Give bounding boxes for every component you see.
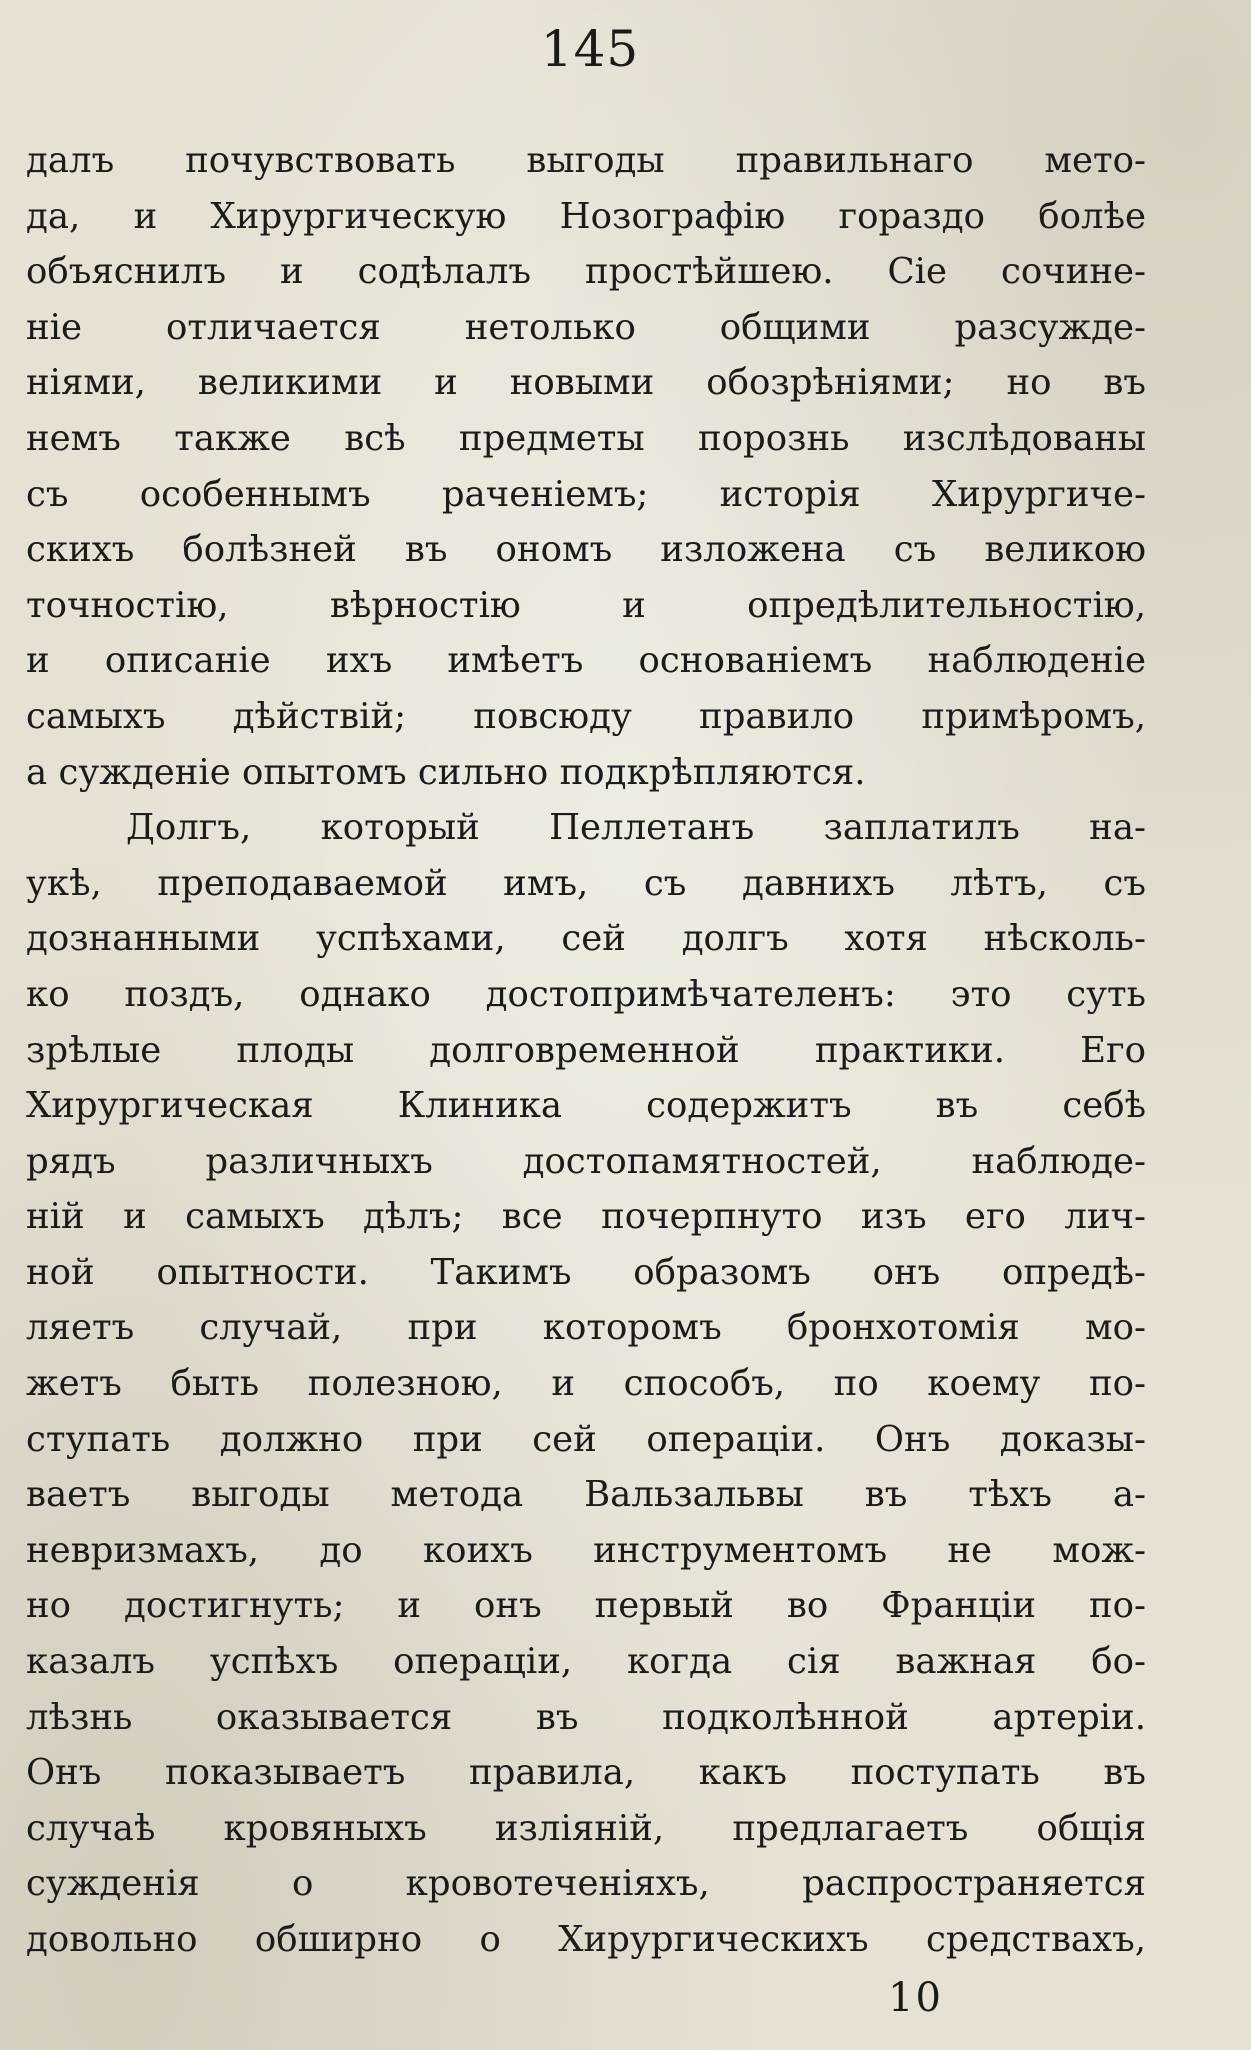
text-line: ко поздъ, однако достопримѣчателенъ: это суть (26, 973, 1146, 1015)
text-line: точностію, вѣрностію и опредѣлительностію, (26, 584, 1146, 626)
text-line: ляетъ случай, при которомъ бронхотомія мо- (26, 1307, 1146, 1349)
text-line: и описаніе ихъ имѣетъ основаніемъ наблюденіе (26, 640, 1146, 682)
text-line: самыхъ дѣйствій; повсюду правило примѣромъ, (26, 695, 1146, 737)
text-line: ній и самыхъ дѣлъ; все почерпнуто изъ его лич- (26, 1196, 1146, 1238)
text-line: ніе отличается нетолько общими разсужде- (26, 306, 1146, 348)
text-line: но достигнуть; и онъ первый во Франціи по- (26, 1585, 1146, 1627)
text-line: немъ также всѣ предметы порознь изслѣдованы (26, 417, 1146, 459)
text-line: жетъ быть полезною, и способъ, по коему по- (26, 1363, 1146, 1405)
paragraph-end-line: а сужденіе опытомъ сильно подкрѣпляются. (26, 751, 866, 793)
text-line: укѣ, преподаваемой имъ, съ давнихъ лѣтъ, съ (26, 862, 1146, 904)
paragraph-start-line: Долгъ, который Пеллетанъ заплатилъ на- (126, 807, 1146, 849)
text-line: да, и Хирургическую Нозографію гораздо болѣе (26, 195, 1146, 237)
text-line: сужденія о кровотеченіяхъ, распространяется (26, 1863, 1146, 1905)
text-line: рядъ различныхъ достопамятностей, наблюде- (26, 1140, 1146, 1182)
text-line: ной опытности. Такимъ образомъ онъ опредѣ- (26, 1251, 1146, 1293)
text-line: далъ почувствовать выгоды правильнаго мето- (26, 140, 1146, 181)
text-line: ступать должно при сей операціи. Онъ доказы- (26, 1418, 1146, 1460)
text-line: зрѣлые плоды долговременной практики. Его (26, 1029, 1146, 1071)
text-line: довольно обширно о Хирургическихъ средствахъ, (26, 1919, 1146, 1960)
signature-mark: 10 (888, 1975, 943, 2021)
text-line: скихъ болѣзней въ ономъ изложена съ великою (26, 529, 1146, 571)
text-line: случаѣ кровяныхъ изліяній, предлагаетъ общія (26, 1807, 1146, 1849)
text-line: лѣзнь оказывается въ подколѣнной артеріи. (26, 1696, 1146, 1738)
text-line: Онъ показываетъ правила, какъ поступать въ (26, 1752, 1146, 1794)
text-line: казалъ успѣхъ операціи, когда сія важная бо- (26, 1641, 1146, 1683)
text-line: объяснилъ и содѣлалъ простѣйшею. Сіе сочине- (26, 251, 1146, 293)
body-text (26, 133, 1146, 1968)
text-line: ваетъ выгоды метода Вальзальвы въ тѣхъ а- (26, 1474, 1146, 1516)
page-number: 145 (540, 20, 640, 78)
text-line: дознанными успѣхами, сей долгъ хотя нѣсколь- (26, 918, 1146, 960)
text-line: съ особеннымъ раченіемъ; исторія Хирургиче- (26, 473, 1146, 515)
text-line: Хирургическая Клиника содержитъ въ себѣ (26, 1085, 1146, 1127)
text-line: ніями, великими и новыми обозрѣніями; но въ (26, 362, 1146, 404)
text-line: невризмахъ, до коихъ инструментомъ не мож- (26, 1529, 1146, 1571)
